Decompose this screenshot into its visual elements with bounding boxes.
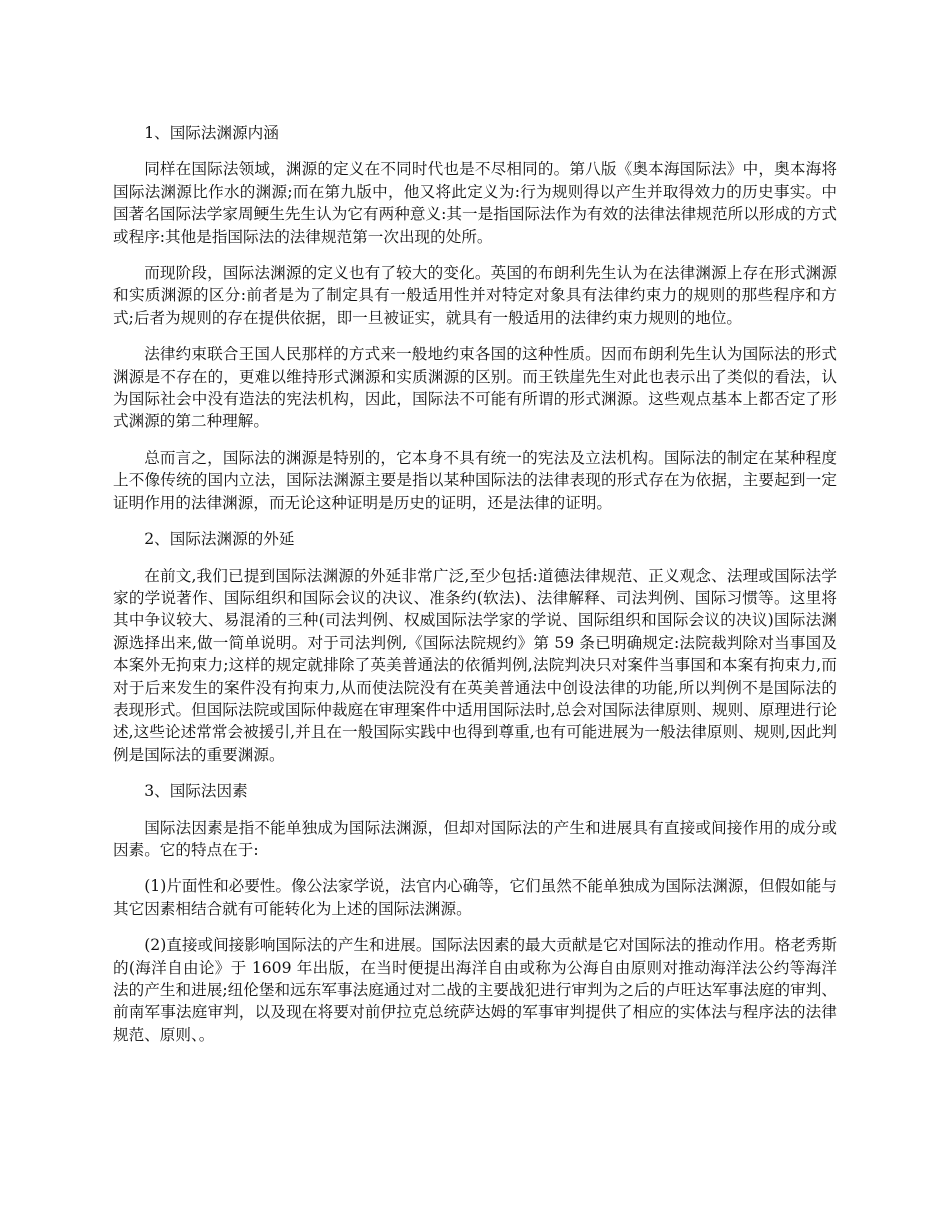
section-heading: 3、国际法因素: [144, 782, 248, 801]
section-heading: 1、国际法渊源内涵: [144, 124, 279, 142]
section-2: [113, 528, 837, 766]
paragraph: 而现阶段，国际法渊源的定义也有了较大的变化。英国的布朗利先生认为在法律渊源上存在形式渊源和实质渊源的区分:前者是为了制定具有一般适用性并对特定对象具有法律约束力的规则的那些程序和方式;后者为规则的存在提供依据，即一旦被证实，就具有一般适用的法律约束力规则的地位。: [113, 264, 837, 327]
paragraph: 国际法因素是指不能单独成为国际法渊源，但却对国际法的产生和进展具有直接或间接作用的成分或因素。它的特点在于:: [113, 818, 837, 859]
section-3: [113, 780, 837, 1046]
paragraph: (1)片面性和必要性。像公法家学说，法官内心确等，它们虽然不能单独成为国际法渊源，但假如能与其它因素相结合就有可能转化为上述的国际法渊源。: [113, 877, 837, 918]
paragraph: 在前文,我们已提到国际法渊源的外延非常广泛,至少包括:道德法律规范、正义观念、法理或国际法学家的学说著作、国际组织和国际会议的决议、准条约(软法)、法律解释、司法判例、国际习惯等。这里将其中争议较大、易混淆的三种(司法判例、权威国际法学家的学说、国际组织和国际会议的决议)国际法渊源选择出来,做一简单说明。对于司法判例,《国际法院规约》第 59 条已明确规定:法院裁判除对当事国及本案外无拘束力;这样的规定就排除了英美普通法的依循判例,法院判决只对案件当事国和本案有拘束力,而对于后来发生的案件没有拘束力,从而使法院没有在英美普通法中创设法律的功能,所以判例不是国际法的表现形式。但国际法院或国际仲裁庭在审理案件中适用国际法时,总会对国际法律原则、规则、原理进行论述,这些论述常常会被援引,并且在一般国际实践中也得到尊重,也有可能进展为一般法律原则、规则,因此判例是国际法的重要渊源。: [113, 566, 837, 764]
paragraph: 总而言之，国际法的渊源是特别的，它本身不具有统一的宪法及立法机构。国际法的制定在某种程度上不像传统的国内立法，国际法渊源主要是指以某种国际法的法律表现的形式存在为依据，主要起到一定证明作用的法律渊源，而无论这种证明是历史的证明，还是法律的证明。: [113, 448, 837, 512]
document-page: [113, 122, 837, 1060]
paragraph: 同样在国际法领域，渊源的定义在不同时代也是不尽相同的。第八版《奥本海国际法》中，奥本海将国际法渊源比作水的渊源;而在第九版中，他又将此定义为:行为规则得以产生并取得效力的历史事实。中国著名国际法学家周鲠生先生认为它有两种意义:其一是指国际法作为有效的法律法律规范所以形成的方式或程序:其他是指国际法的法律规范第一次出现的处所。: [113, 160, 837, 246]
paragraph: 法律约束联合王国人民那样的方式来一般地约束各国的这种性质。因而布朗利先生认为国际法的形式渊源是不存在的，更难以维持形式渊源和实质渊源的区别。而王铁崖先生对此也表示出了类似的看法，认为国际社会中没有造法的宪法机构，因此，国际法不可能有所谓的形式渊源。这些观点基本上都否定了形式渊源的第二种理解。: [113, 345, 837, 431]
section-1: [113, 122, 837, 514]
section-heading: 2、国际法渊源的外延: [144, 530, 295, 549]
paragraph: (2)直接或间接影响国际法的产生和进展。国际法因素的最大贡献是它对国际法的推动作用。格老秀斯的(海洋自由论》于 1609 年出版，在当时便提出海洋自由或称为公海自由原则对推动海洋法公约等海洋法的产生和进展;纽伦堡和远东军事法庭通过对二战的主要战犯进行审判为之后的卢旺达军事法庭的审判、前南军事法庭审判，以及现在将要对前伊拉克总统萨达姆的军事审判提供了相应的实体法与程序法的法律规范、原则、。: [113, 936, 837, 1044]
